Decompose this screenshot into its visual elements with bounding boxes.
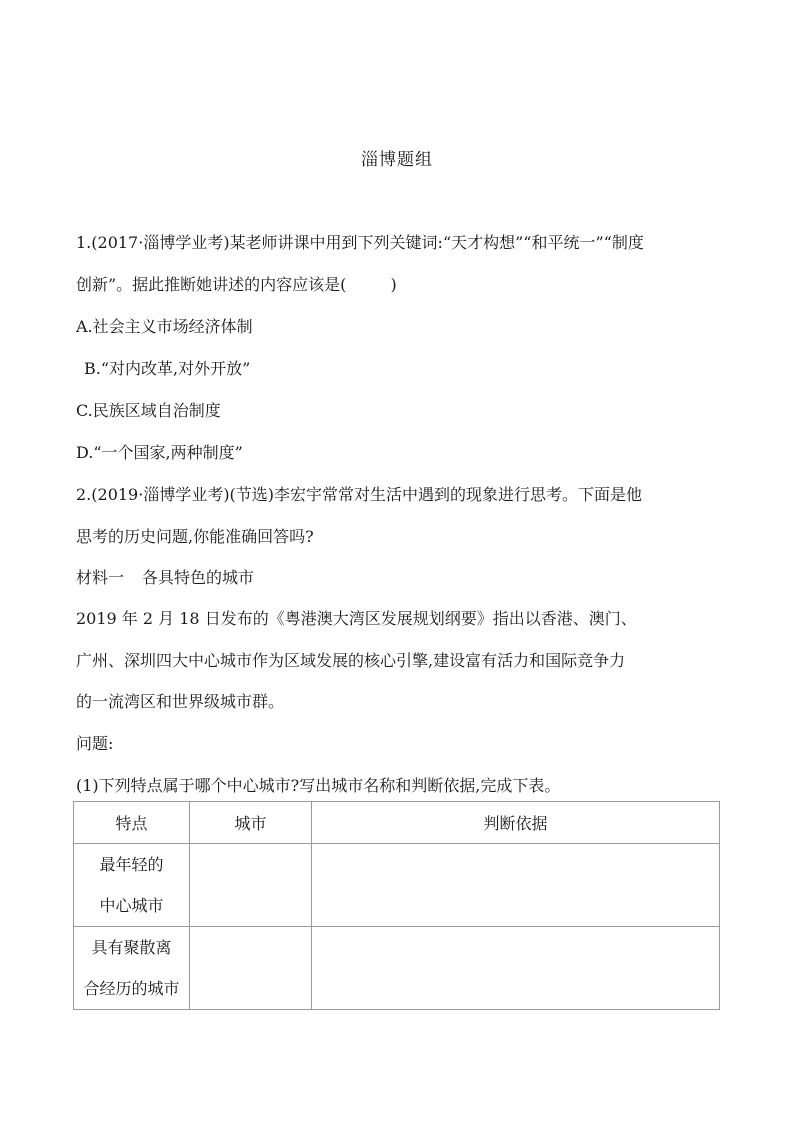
material-title: 各具特色的城市	[142, 568, 255, 587]
basis-answer-cell[interactable]	[312, 927, 720, 1010]
question-1-prompt: 创新”。据此推断她讲述的内容应该是(	[76, 275, 347, 294]
option-c: C.民族区域自治制度	[76, 401, 221, 420]
feature-cell	[74, 844, 190, 927]
basis-answer-cell[interactable]	[312, 844, 720, 927]
feature-cell	[74, 927, 190, 1010]
answer-table	[73, 801, 720, 1010]
feature-line-2: 中心城市	[99, 896, 164, 915]
material-heading	[76, 565, 254, 588]
material-paragraph-line-2: 广州、深圳四大中心城市作为区域发展的核心引擎,建设富有活力和国际竞争力	[76, 651, 626, 670]
table-row	[74, 927, 720, 1010]
header-feature: 特点	[74, 802, 190, 844]
material-paragraph-line-1: 2019 年 2 月 18 日发布的《粤港澳大湾区发展规划纲要》指出以香港、澳门、	[76, 609, 637, 628]
feature-line-1: 最年轻的	[99, 855, 164, 874]
option-a: A.社会主义市场经济体制	[76, 317, 253, 336]
table-row	[74, 844, 720, 927]
option-b: B.“对内改革,对外开放”	[84, 359, 251, 378]
header-city: 城市	[190, 802, 312, 844]
material-paragraph-line-3: 的一流湾区和世界级城市群。	[76, 692, 285, 711]
question-1-text: 1.(2017·淄博学业考)某老师讲课中用到下列关键词:“天才构想”“和平统一”“制度	[76, 233, 644, 252]
city-answer-cell[interactable]	[190, 927, 312, 1010]
question-label: 问题:	[76, 734, 114, 753]
table-header-row	[74, 802, 720, 844]
option-d: D.“一个国家,两种制度”	[76, 443, 243, 462]
sub-question-1: (1)下列特点属于哪个中心城市?写出城市名称和判断依据,完成下表。	[76, 776, 561, 795]
question-2-text: 2.(2019·淄博学业考)(节选)李宏宇常常对生活中遇到的现象进行思考。下面是他	[76, 485, 643, 504]
question-1-text-continued	[76, 272, 397, 295]
question-2-text-continued: 思考的历史问题,你能准确回答吗?	[76, 527, 314, 546]
city-answer-cell[interactable]	[190, 844, 312, 927]
page-title: 淄博题组	[361, 150, 433, 170]
material-label: 材料一	[76, 568, 125, 587]
feature-line-2: 合经历的城市	[83, 979, 180, 998]
feature-line-1: 具有聚散离	[91, 938, 172, 957]
answer-blank-close: )	[390, 275, 397, 294]
header-basis: 判断依据	[312, 802, 720, 844]
